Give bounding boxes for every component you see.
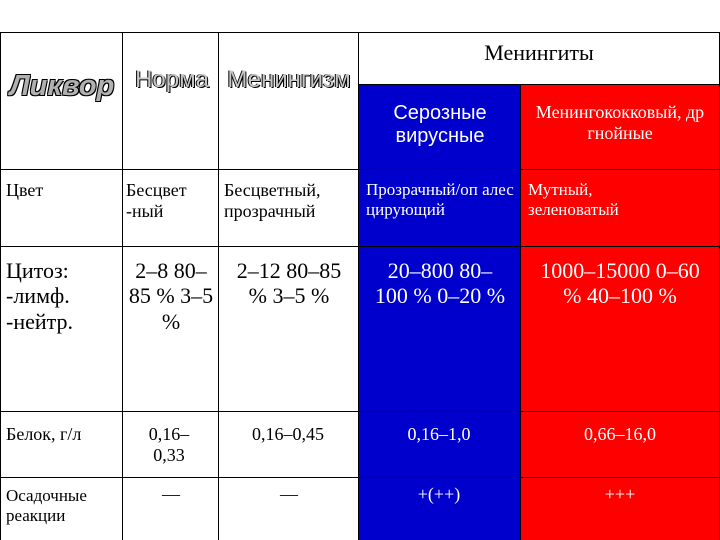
cell-protein-norm: 0,16– 0,33 (148, 424, 190, 465)
cell-color-purulent: Мутный, зеленоватый (528, 180, 619, 219)
cell-protein-purulent: 0,66–16,0 (584, 424, 656, 444)
grid-line (358, 32, 359, 540)
cell-sediment-meningism: — (280, 484, 298, 504)
grid-line (0, 477, 720, 478)
cell-sediment-norm: — (162, 484, 180, 504)
cell-color-meningism: Бесцветный, прозрачный (224, 180, 321, 221)
grid-line (0, 246, 720, 247)
grid-line (520, 84, 521, 540)
cell-color-serous: Прозрачный/оп алесцирующий (366, 180, 514, 219)
header-serous: Серозные вирусные (393, 102, 487, 147)
row-label-protein: Белок, г/л (6, 424, 82, 444)
serous-column-bg (358, 84, 520, 540)
cell-cytosis-purulent: 1000–15000 0–60 % 40–100 % (540, 258, 700, 309)
cell-cytosis-norm: 2–8 80–85 % 3–5 % (128, 258, 214, 334)
row-label-cytosis: Цитоз: -лимф. -нейтр. (6, 258, 74, 334)
header-liquor: Ликвор (9, 70, 115, 102)
cell-cytosis-meningism: 2–12 80–85 % 3–5 % (236, 258, 342, 309)
header-purulent: Менингококковый, др гнойные (535, 102, 705, 143)
cell-protein-serous: 0,16–1,0 (407, 424, 471, 444)
purulent-column-bg (520, 84, 720, 540)
grid-line (218, 32, 219, 540)
cell-sediment-purulent: +++ (604, 484, 636, 504)
cell-color-norm: Бесцвет -ный (126, 180, 187, 221)
grid-line (0, 169, 720, 170)
cell-sediment-serous: +(++) (417, 484, 461, 504)
grid-line (122, 32, 123, 540)
cell-cytosis-serous: 20–800 80–100 % 0–20 % (374, 258, 506, 309)
header-meningism: Менингизм (227, 66, 351, 93)
header-norm: Норма (135, 66, 209, 93)
row-label-color: Цвет (6, 180, 44, 200)
grid-line (0, 32, 720, 33)
header-meningitis: Менингиты (484, 40, 594, 65)
cell-protein-meningism: 0,16–0,45 (252, 424, 324, 444)
row-label-sediment: Осадочные реакции (6, 486, 87, 525)
grid-line (0, 32, 1, 540)
grid-line (358, 84, 720, 85)
grid-line (0, 411, 720, 412)
